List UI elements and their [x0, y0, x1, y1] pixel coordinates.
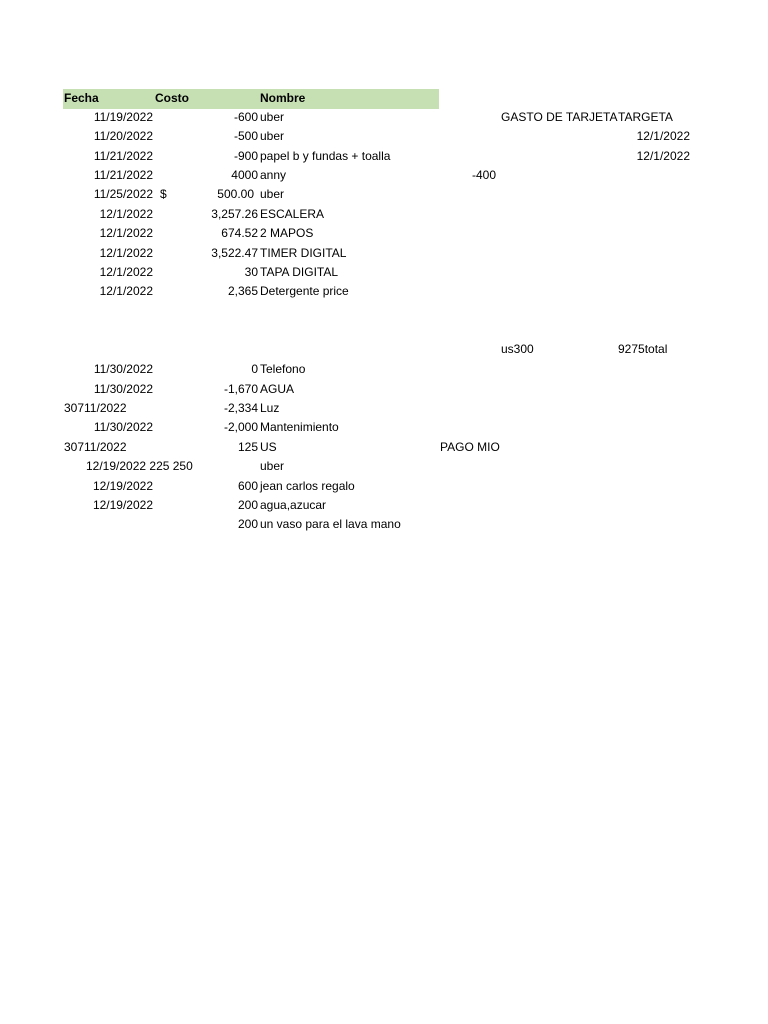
cell-nombre[interactable]: un vaso para el lava mano — [260, 517, 401, 531]
cell-costo[interactable]: 2,365 — [227, 284, 258, 298]
header-costo[interactable]: Costo — [155, 91, 189, 105]
cell-nombre[interactable]: uber — [260, 110, 285, 124]
cell-nombre[interactable]: anny — [260, 168, 287, 182]
cell-costo[interactable]: 200 — [237, 498, 258, 512]
cell-fecha[interactable]: 12/1/2022 — [99, 265, 153, 279]
cell-costo[interactable]: 4000 — [231, 168, 258, 182]
cell-fecha[interactable]: 11/20/2022 — [93, 129, 153, 143]
cell-costo[interactable]: 3,257.26 — [211, 207, 258, 221]
cell-fecha[interactable]: 11/21/2022 — [93, 149, 153, 163]
cell-costo[interactable]: 0 — [251, 362, 258, 376]
cell-costo[interactable]: 125 — [237, 440, 258, 454]
cell-fecha[interactable]: 11/19/2022 — [93, 110, 153, 124]
cell-fecha[interactable]: 30711/2022 — [64, 401, 127, 415]
cell-costo[interactable]: -1,670 — [223, 382, 258, 396]
cell-fecha[interactable]: 12/1/2022 — [99, 246, 153, 260]
cell-nombre[interactable]: papel b y fundas + toalla — [260, 149, 391, 163]
cell-fecha[interactable]: 11/30/2022 — [93, 420, 153, 434]
header-nombre[interactable]: Nombre — [260, 91, 306, 105]
cell-nombre[interactable]: US — [260, 440, 277, 454]
cell-costo[interactable]: -2,334 — [223, 401, 258, 415]
cell-fecha[interactable]: 11/30/2022 — [93, 362, 153, 376]
cell-nombre[interactable]: TAPA DIGITAL — [260, 265, 339, 279]
targeta-label[interactable]: TARGETA — [618, 110, 673, 124]
cell-nombre[interactable]: 2 MAPOS — [260, 226, 314, 240]
cell-costo[interactable]: 200 — [237, 517, 258, 531]
cell-fecha[interactable]: 11/21/2022 — [93, 168, 153, 182]
cell-costo[interactable]: 500.00 — [217, 187, 254, 201]
cell-fecha[interactable]: 12/1/2022 — [99, 284, 153, 298]
cell-fecha[interactable]: 12/1/2022 — [99, 226, 153, 240]
cell-fecha[interactable]: 11/30/2022 — [93, 382, 153, 396]
cell-fecha[interactable]: 30711/2022 — [64, 440, 127, 454]
cell-nombre[interactable]: uber — [260, 129, 285, 143]
cell-fecha[interactable]: 11/25/2022 — [93, 187, 153, 201]
header-fecha[interactable]: Fecha — [64, 91, 99, 105]
pago-mio-label[interactable]: PAGO MIO — [440, 440, 500, 454]
cell-fecha[interactable]: 12/19/2022 — [92, 498, 153, 512]
cell-costo[interactable]: 674.52 — [221, 226, 258, 240]
cell-nombre[interactable]: uber — [260, 459, 285, 473]
cell-nombre[interactable]: jean carlos regalo — [260, 479, 355, 493]
cell-currency-symbol: $ — [160, 187, 167, 201]
cell-fecha[interactable]: 12/1/2022 — [99, 207, 153, 221]
cell-costo[interactable]: -900 — [233, 149, 258, 163]
cell-costo[interactable]: -500 — [233, 129, 258, 143]
cell-costo[interactable]: 600 — [237, 479, 258, 493]
targeta-date-2[interactable]: 12/1/2022 — [636, 149, 690, 163]
cell-nombre[interactable]: Luz — [260, 401, 280, 415]
cell-costo[interactable]: 3,522.47 — [211, 246, 258, 260]
header-row-fill — [63, 89, 439, 109]
cell-nombre[interactable]: uber — [260, 187, 285, 201]
cell-nombre[interactable]: AGUA — [260, 382, 295, 396]
gasto-de-tarjeta-label[interactable]: GASTO DE TARJETA — [501, 110, 618, 124]
cell-costo[interactable]: -2,000 — [223, 420, 258, 434]
cell-costo[interactable]: 30 — [244, 265, 258, 279]
cell-nombre[interactable]: agua,azucar — [260, 498, 327, 512]
cell-costo[interactable]: -600 — [233, 110, 258, 124]
total-cell[interactable]: 9275total — [618, 342, 668, 356]
cell-fecha[interactable]: 12/19/2022 — [92, 479, 153, 493]
cell-nombre[interactable]: TIMER DIGITAL — [260, 246, 347, 260]
us300-cell[interactable]: us300 — [501, 342, 534, 356]
cell-nombre[interactable]: ESCALERA — [260, 207, 325, 221]
side-value-minus-400[interactable]: -400 — [472, 168, 497, 182]
cell-nombre[interactable]: Detergente price — [260, 284, 349, 298]
cell-nombre[interactable]: Mantenimiento — [260, 420, 339, 434]
cell-nombre[interactable]: Telefono — [260, 362, 306, 376]
cell-fecha[interactable]: 12/19/2022 225 250 — [86, 459, 193, 473]
targeta-date-1[interactable]: 12/1/2022 — [636, 129, 690, 143]
